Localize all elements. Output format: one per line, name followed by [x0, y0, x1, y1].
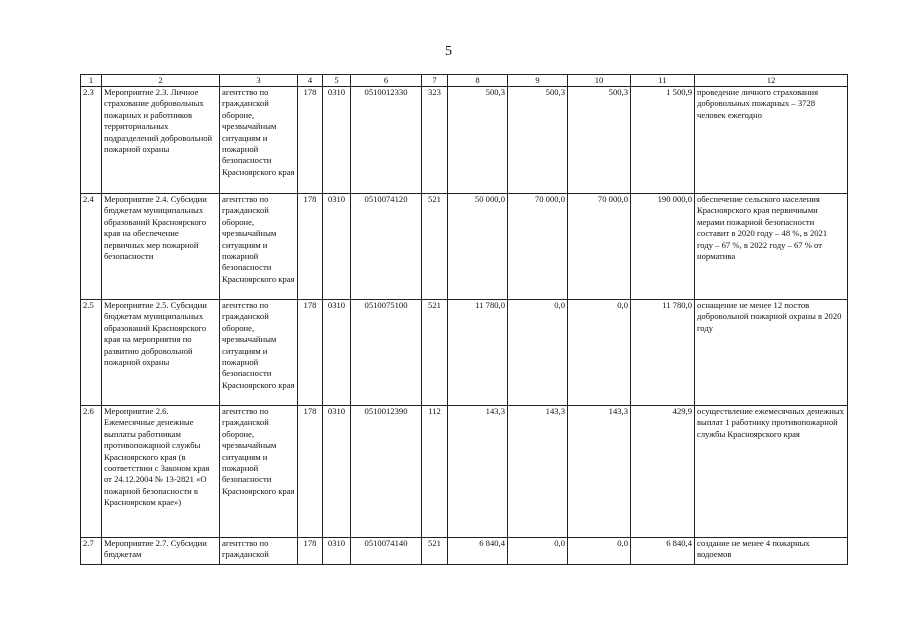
expected-result: проведение личного страхования добровольных пожарных – 3728 человек ежегодно	[695, 87, 848, 194]
target-article-code: 0510012330	[351, 87, 422, 194]
responsible-agency: агентство по гражданской обороне, чрезвычайным ситуациям и пожарной безопасности Красноярского края	[220, 87, 298, 194]
amount-2020: 143,3	[448, 406, 508, 538]
program-events-table	[80, 74, 848, 565]
col-header-7: 7	[422, 75, 448, 87]
section-code: 0310	[323, 406, 351, 538]
amount-total: 1 500,9	[631, 87, 695, 194]
col-header-3: 3	[220, 75, 298, 87]
row-number: 2.3	[81, 87, 102, 194]
expense-type-code: 521	[422, 194, 448, 300]
target-article-code: 0510012390	[351, 406, 422, 538]
grbs-code: 178	[298, 194, 323, 300]
grbs-code: 178	[298, 87, 323, 194]
responsible-agency: агентство по гражданской обороне, чрезвычайным ситуациям и пожарной безопасности Красноярского края	[220, 406, 298, 538]
target-article-code: 0510074140	[351, 538, 422, 565]
section-code: 0310	[323, 538, 351, 565]
section-code: 0310	[323, 87, 351, 194]
event-name: Мероприятие 2.4. Субсидии бюджетам муниципальных образований Красноярского края на обеспечение первичных мер пожарной безопасности	[102, 194, 220, 300]
amount-total: 190 000,0	[631, 194, 695, 300]
event-name: Мероприятие 2.5. Субсидии бюджетам муниципальных образований Красноярского края на мероприятия по развитию добровольной пожарной охраны	[102, 300, 220, 406]
amount-2022: 70 000,0	[568, 194, 631, 300]
grbs-code: 178	[298, 538, 323, 565]
table-row	[81, 87, 848, 194]
amount-2021: 0,0	[508, 538, 568, 565]
row-number: 2.7	[81, 538, 102, 565]
event-name: Мероприятие 2.7. Субсидии бюджетам	[102, 538, 220, 565]
target-article-code: 0510075100	[351, 300, 422, 406]
col-header-6: 6	[351, 75, 422, 87]
row-number: 2.4	[81, 194, 102, 300]
page-number: 5	[445, 44, 452, 59]
table-row	[81, 406, 848, 538]
amount-2022: 0,0	[568, 538, 631, 565]
responsible-agency: агентство по гражданской обороне, чрезвычайным ситуациям и пожарной безопасности Красноярского края	[220, 194, 298, 300]
table-row	[81, 538, 848, 565]
col-header-10: 10	[568, 75, 631, 87]
amount-2022: 0,0	[568, 300, 631, 406]
expected-result: обеспечение сельского населения Красноярского края первичными мерами пожарной безопасности составит в 2020 году – 48 %, в 2021 году – 67 %, в 2022 году – 67 % от норматива	[695, 194, 848, 300]
amount-2021: 70 000,0	[508, 194, 568, 300]
amount-total: 6 840,4	[631, 538, 695, 565]
grbs-code: 178	[298, 300, 323, 406]
amount-2022: 500,3	[568, 87, 631, 194]
expected-result: создание не менее 4 пожарных водоемов	[695, 538, 848, 565]
col-header-4: 4	[298, 75, 323, 87]
amount-2020: 50 000,0	[448, 194, 508, 300]
expense-type-code: 521	[422, 300, 448, 406]
col-header-11: 11	[631, 75, 695, 87]
header-row	[81, 75, 848, 87]
responsible-agency: агентство по гражданской обороне, чрезвычайным ситуациям и пожарной безопасности Красноярского края	[220, 300, 298, 406]
col-header-5: 5	[323, 75, 351, 87]
expected-result: оснащение не менее 12 постов добровольной пожарной охраны в 2020 году	[695, 300, 848, 406]
amount-2020: 500,3	[448, 87, 508, 194]
table-row	[81, 300, 848, 406]
table-row	[81, 194, 848, 300]
expense-type-code: 323	[422, 87, 448, 194]
target-article-code: 0510074120	[351, 194, 422, 300]
col-header-12: 12	[695, 75, 848, 87]
col-header-8: 8	[448, 75, 508, 87]
section-code: 0310	[323, 300, 351, 406]
expense-type-code: 521	[422, 538, 448, 565]
amount-2020: 11 780,0	[448, 300, 508, 406]
col-header-1: 1	[81, 75, 102, 87]
event-name: Мероприятие 2.6. Ежемесячные денежные выплаты работникам противопожарной службы Красноярского края (в соответствии с Законом края от 24.12.2004 № 13-2821 «О пожарной безопасности в Красноярском крае»)	[102, 406, 220, 538]
row-number: 2.5	[81, 300, 102, 406]
amount-total: 11 780,0	[631, 300, 695, 406]
responsible-agency: агентство по гражданской	[220, 538, 298, 565]
amount-2021: 143,3	[508, 406, 568, 538]
amount-total: 429,9	[631, 406, 695, 538]
amount-2020: 6 840,4	[448, 538, 508, 565]
event-name: Мероприятие 2.3. Личное страхование добровольных пожарных и работников территориальных подразделений добровольной пожарной охраны	[102, 87, 220, 194]
amount-2021: 0,0	[508, 300, 568, 406]
expected-result: осуществление ежемесячных денежных выплат 1 работнику противопожарной службы Красноярского края	[695, 406, 848, 538]
amount-2022: 143,3	[568, 406, 631, 538]
grbs-code: 178	[298, 406, 323, 538]
col-header-9: 9	[508, 75, 568, 87]
col-header-2: 2	[102, 75, 220, 87]
expense-type-code: 112	[422, 406, 448, 538]
section-code: 0310	[323, 194, 351, 300]
row-number: 2.6	[81, 406, 102, 538]
amount-2021: 500,3	[508, 87, 568, 194]
